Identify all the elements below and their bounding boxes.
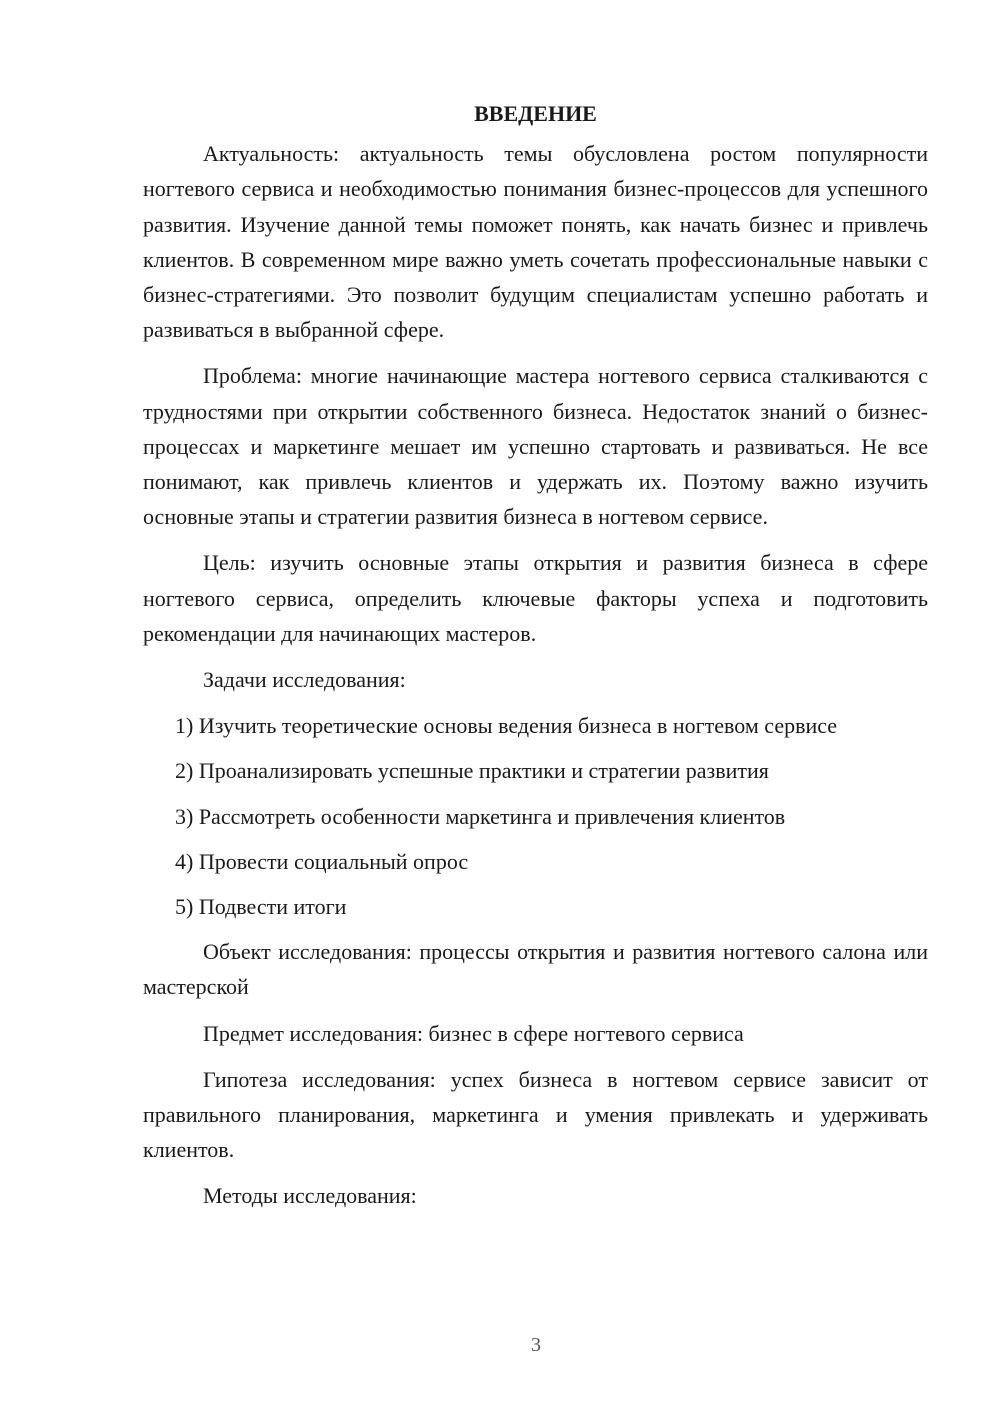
paragraph-goal: Цель: изучить основные этапы открытия и развития бизнеса в сфере ногтевого сервиса, определить ключевые факторы успеха и подготовить рекомендации для начинающих мастеров. [143,550,928,646]
list-item: 2) Проанализировать успешные практики и стратегии развития [175,758,769,784]
paragraph-object: Объект исследования: процессы открытия и развития ногтевого салона или мастерской [143,939,928,1000]
paragraph-methods: Методы исследования: [203,1183,417,1209]
paragraph-problem: Проблема: многие начинающие мастера ногтевого сервиса сталкиваются с трудностями при открытии собственного бизнеса. Недостаток знаний о бизнес-процессах и маркетинге мешает им успешно стартовать и развиваться. Не все понимают, как привлечь клиентов и удержать их. Поэтому важно изучить основные этапы и стратегии развития бизнеса в ногтевом сервисе. [143,363,928,530]
paragraph-tasks-heading: Задачи исследования: [203,667,406,693]
paragraph-relevance: Актуальность: актуальность темы обусловлена ростом популярности ногтевого сервиса и необходимостью понимания бизнес-процессов для успешного развития. Изучение данной темы поможет понять, как начать бизнес и привлечь клиентов. В современном мире важно уметь сочетать профессиональные навыки с бизнес-стратегиями. Это позволит будущим специалистам успешно работать и развиваться в выбранной сфере. [143,141,928,343]
list-item: 1) Изучить теоретические основы ведения бизнеса в ногтевом сервисе [175,713,838,739]
document-body [143,96,928,1214]
section-title: ВВЕДЕНИЕ [474,101,597,126]
list-item: 5) Подвести итоги [175,894,347,920]
tasks-list [143,708,928,924]
paragraph-hypothesis: Гипотеза исследования: успех бизнеса в ногтевом сервисе зависит от правильного планирования, маркетинга и умения привлекать и удерживать клиентов. [143,1066,928,1163]
list-item: 4) Провести социальный опрос [175,848,469,874]
list-item: 3) Рассмотреть особенности маркетинга и привлечения клиентов [175,803,786,829]
paragraph-subject: Предмет исследования: бизнес в сфере ногтевого сервиса [203,1020,744,1046]
page-number: 3 [531,1334,541,1356]
